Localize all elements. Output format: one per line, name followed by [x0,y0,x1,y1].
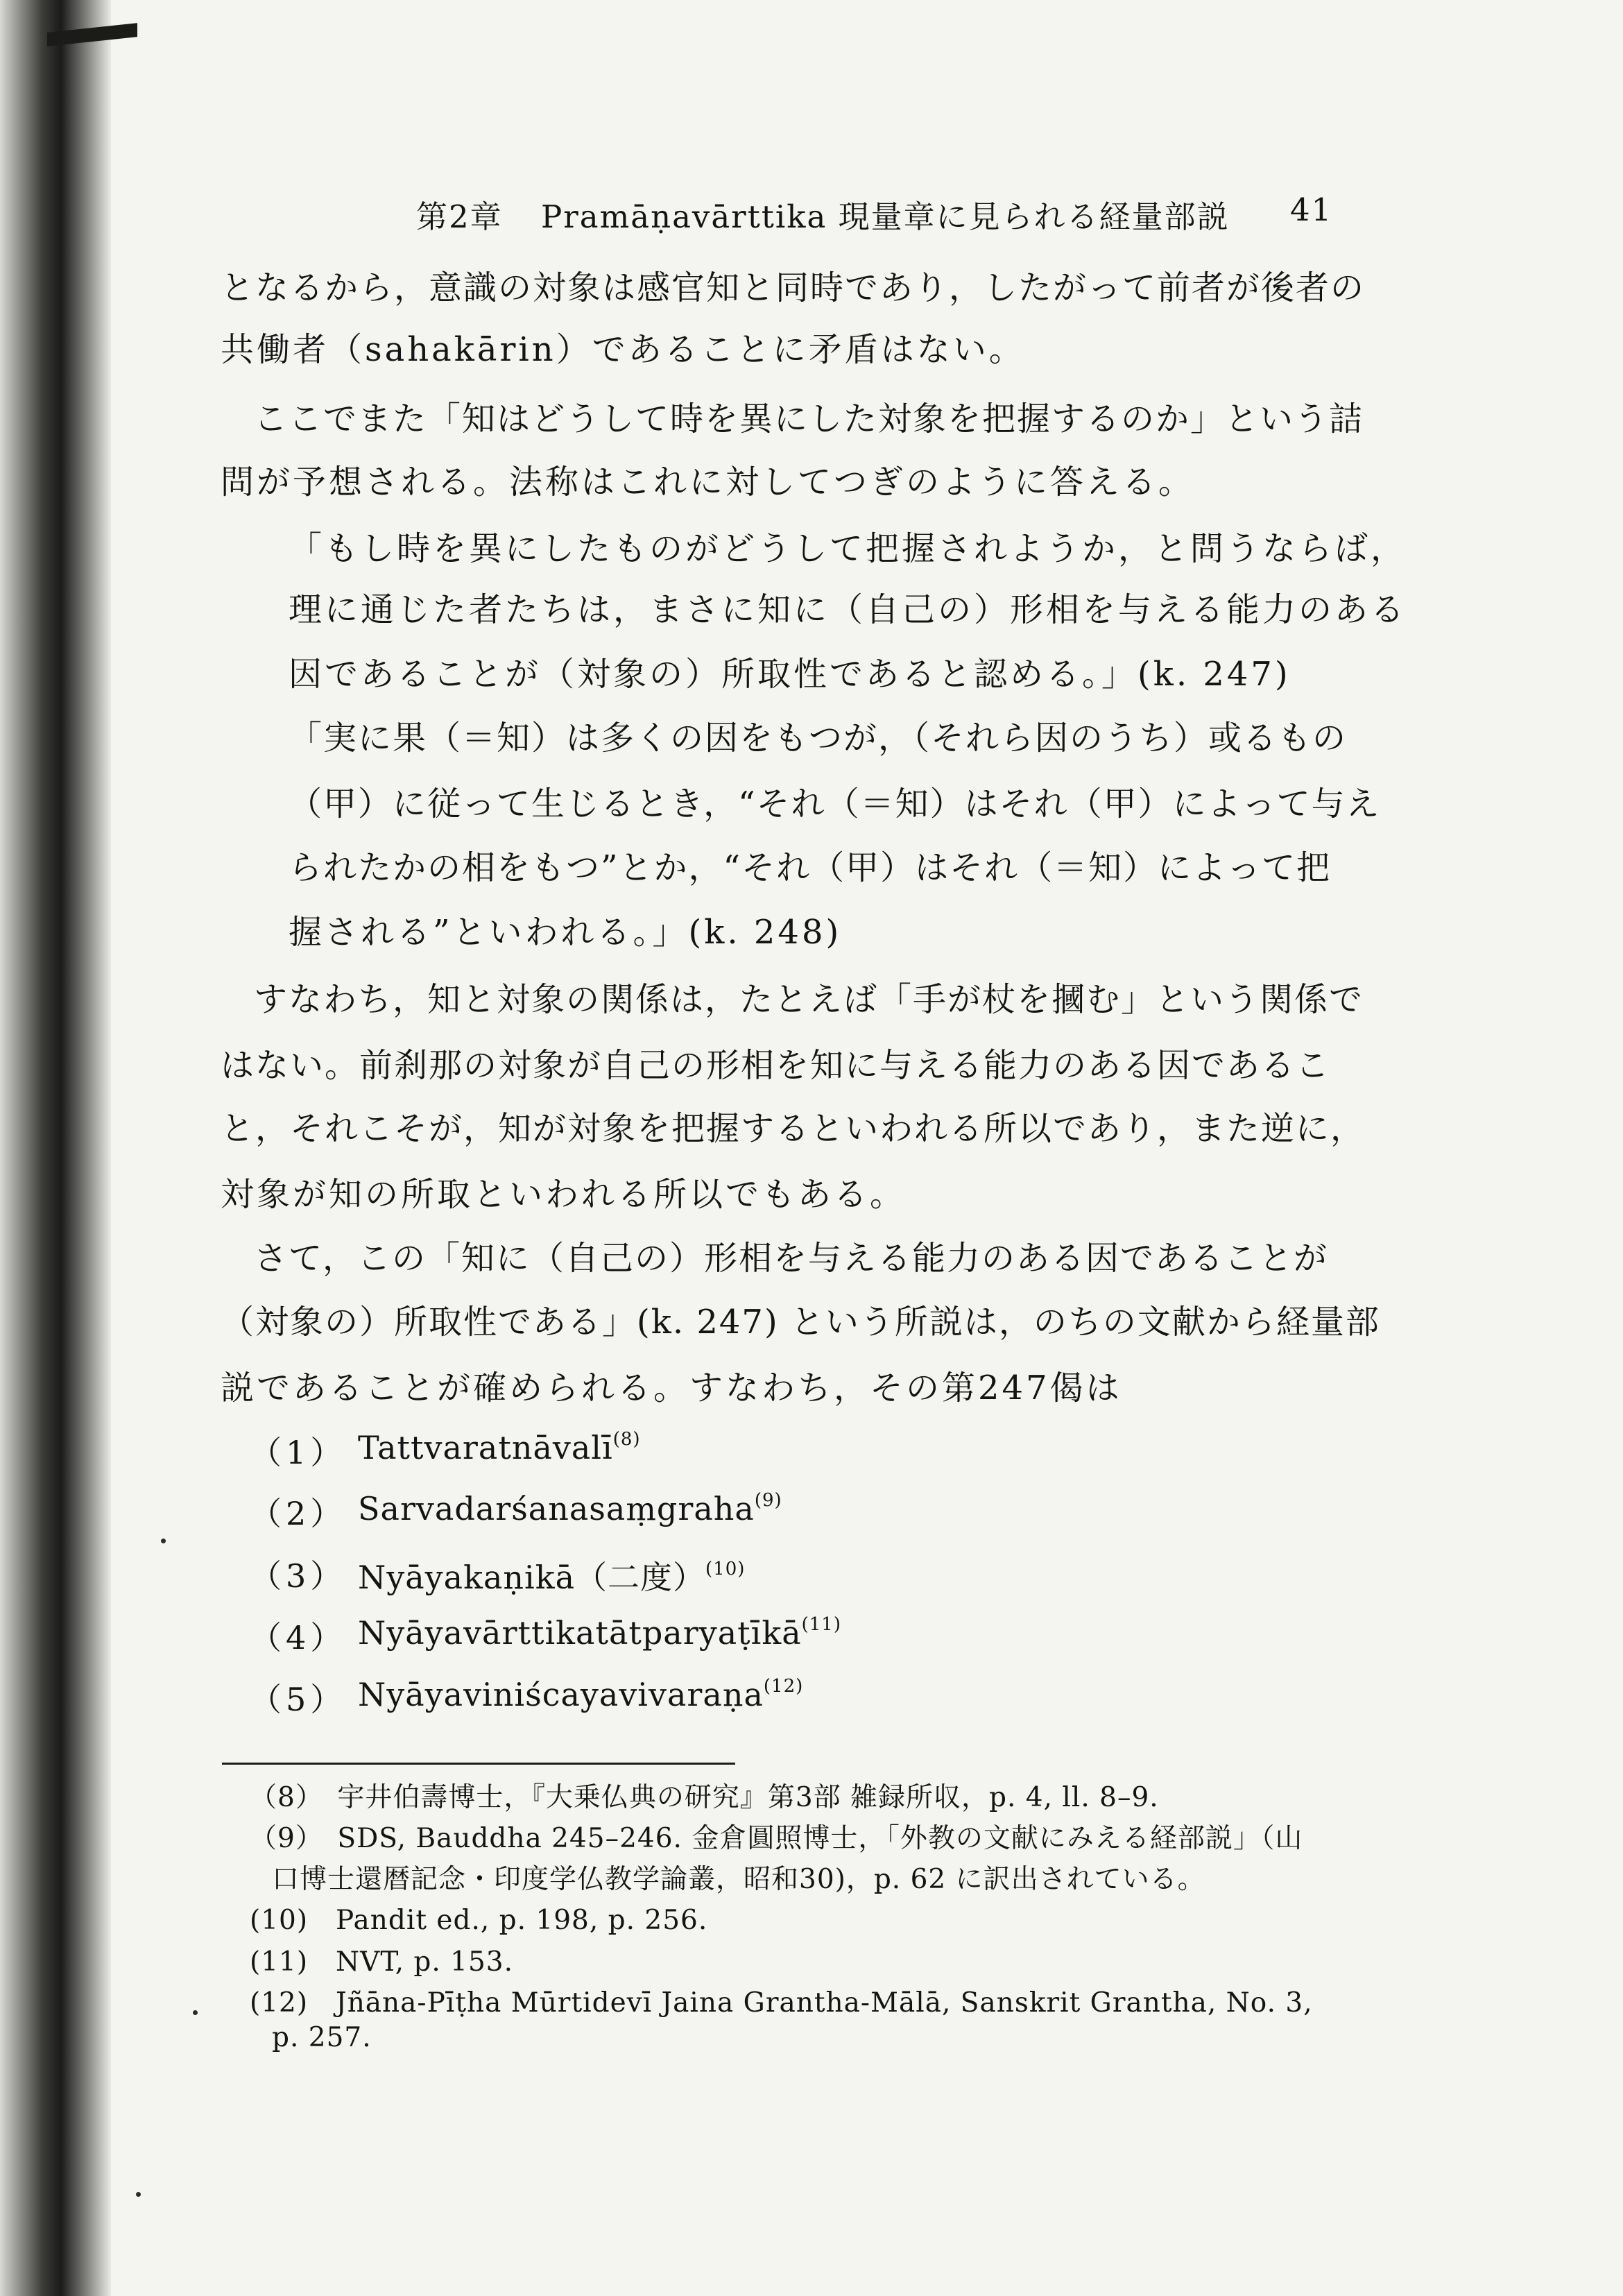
body-line: はない。前刹那の対象が自己の形相を知に与える能力のある因であるこ [221,1046,1331,1085]
footnote-line: (11) NVT, p. 153. [250,1946,514,1978]
footnote-line: （8） 宇井伯壽博士，『大乗仏典の研究』第3部 雑録所収，p. 4, ll. 8–9. [250,1782,1159,1813]
quote-line: 理に通じた者たちは，まさに知に（自己の）形相を与える能力のある [289,590,1407,629]
body-line: 対象が知の所取といわれる所以でもある。 [221,1175,907,1214]
list-title: Nyāyakaṇikā（二度）$^{(10)}$ [358,1558,746,1596]
running-title: Pramāṇavārttika 現量章に見られる経量部説 [541,198,1230,235]
list-number: （3） [250,1557,347,1595]
list-number: （5） [250,1681,347,1718]
page-number: 41 [1290,191,1333,228]
list-number: （2） [250,1495,347,1532]
list-title: Nyāyaviniścayavivaraṇa$^{(12)}$ [358,1675,804,1713]
body-line: （対象の）所取性である」(k. 247) という所説は，のちの文献から経量部 [221,1303,1380,1342]
list-title: Sarvadarśanasaṃgraha$^{(9)}$ [358,1489,782,1527]
footnote-line: 口博士還暦記念・印度学仏教学論叢，昭和30)，p. 62 に訳出されている。 [272,1864,1205,1895]
body-line: となるから，意識の対象は感官知と同時であり，したがって前者が後者の [221,268,1366,307]
scan-speck [161,1539,166,1543]
quote-line: 握される”といわれる。」(k. 248) [289,913,842,952]
footnote-rule [222,1763,735,1765]
list-number: （1） [250,1434,347,1471]
quote-line: 「もし時を異にしたものがどうして把握されようか，と問うならば， [289,529,1407,568]
footnote-ref: (12) [763,1675,804,1697]
chapter-label: 第2章 [416,198,503,235]
footnote-ref: (11) [801,1613,841,1635]
quote-line: （甲）に従って生じるとき，“それ（＝知）はそれ（甲）によって与え [289,785,1381,823]
footnote-line: （9） SDS, Bauddha 245–246. 金倉圓照博士，「外教の文献にみえる経部説」（山 [250,1823,1303,1854]
footnote-line: (10) Pandit ed., p. 198, p. 256. [250,1905,708,1936]
scan-speck [193,2010,198,2015]
body-line: 共働者（sahakārin）であることに矛盾はない。 [221,330,1025,369]
list-title: Nyāyavārttikatātparyaṭīkā$^{(11)}$ [358,1613,841,1652]
footnote-ref: (8) [612,1428,641,1450]
body-line: さて，この「知に（自己の）形相を与える能力のある因であることが [254,1239,1329,1278]
footnote-ref: (10) [705,1558,746,1579]
body-line: と，それこそが，知が対象を把握するといわれる所以であり，また逆に， [221,1109,1366,1148]
quote-line: 因であることが（対象の）所取性であると認める。」(k. 247) [289,655,1291,694]
footnote-line: (12) Jñāna-Pīṭha Mūrtidevī Jaina Grantha-Mālā, Sanskrit Grantha, No. 3, [250,1987,1313,2019]
quote-line: られたかの相をもつ”とか，“それ（甲）はそれ（＝知）によって把 [289,848,1332,887]
body-line: 問が予想される。法称はこれに対してつぎのように答える。 [221,463,1195,502]
quote-line: 「実に果（＝知）は多くの因をもつが，（それら因のうち）或るもの [289,719,1348,757]
footnote-line: p. 257. [272,2022,372,2053]
footnote-ref: (9) [754,1489,782,1511]
body-line: すなわち，知と対象の関係は，たとえば「手が杖を摑む」という関係で [254,980,1364,1019]
scan-speck [136,2192,141,2197]
body-line: ここでまた「知はどうして時を異にした対象を把握するのか」という詰 [254,400,1364,438]
list-title: Tattvaratnāvalī$^{(8)}$ [358,1428,641,1466]
list-number: （4） [250,1619,347,1656]
body-line: 説であることが確められる。すなわち，その第247偈は [221,1369,1122,1407]
